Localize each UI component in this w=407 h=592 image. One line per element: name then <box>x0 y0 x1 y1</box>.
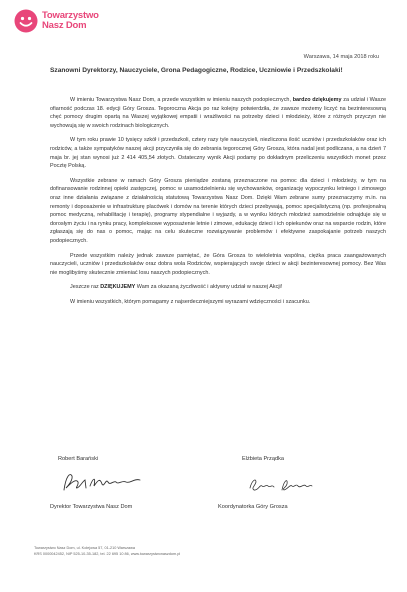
logo-line-2: Nasz Dom <box>42 20 87 31</box>
paragraph-5 <box>50 283 386 292</box>
left-signatory-role: Dyrektor Towarzystwa Nasz Dom <box>50 504 133 510</box>
paragraph-text: Przede wszystkim należy jednak zawsze pamiętać, że Góra Grosza to wieloletnia wspólna, ciężka praca zaangażowanych nauczycieli, uczniów i przedszkolaków oraz dobra wola Rodziców, wspierających swoje dzieci w akcji bezinteresownej pomocy. Bez Was nie moglibyśmy skutecznie zmieniać losu naszych podopiecznych. <box>50 252 386 276</box>
paragraph-bold: DZIĘKUJEMY <box>100 284 136 291</box>
paragraph-text: W imieniu wszystkich, którym pomagamy z najserdeczniejszymi wyrazami wdzięczności i szacunku. <box>70 298 311 305</box>
left-signatory-name: Robert Barański <box>58 456 99 462</box>
footer-line-2: KRS 0000042452, NIP 525-10-35-182, tel. 22 695 10 86, www.towarzystwonaszdom.pl <box>34 552 181 557</box>
paragraph-2 <box>50 136 386 170</box>
logo-line-1: Towarzystwo <box>42 10 99 21</box>
paragraph-text: W imieniu Towarzystwa Nasz Dom, a przede wszystkim w imieniu naszych podopiecznych, <box>70 97 291 103</box>
letter-date: Warszawa, 14 maja 2018 roku <box>303 54 379 60</box>
paragraph-text: Jeszcze raz <box>70 284 99 291</box>
footer-line-1: Towarzystwo Nasz Dom, ul. Kolejowa 57, 01-210 Warszawa <box>34 546 135 550</box>
paragraph-text: W tym roku prawie 10 tysięcy szkół i przedszkoli, cztery razy tyle nauczycieli, niezliczona ilość uczniów i przedszkolaków oraz ich rodziców, a także sympatyków naszej akcji przyczyniła się do zebrania tegorocznej Góry Grosza, która nadal jest podliczana, a na dzień 7 maja br. jej stan wynosi już 2 414 405,54 złotych. Ostateczny wynik Akcji podamy po dokładnym przeliczeniu wszystkich monet przez Pocztę Polską. <box>50 137 386 170</box>
footer <box>34 545 334 557</box>
paragraph-text: Wszystkie zebrane w ramach Góry Grosza pieniądze zostaną przeznaczone na pomoc dla dzieci i młodzieży, w tym na dofinansowanie rodzinnej opieki zastępczej, pomoc w usamodzielnieniu się wychowanków, organizację wypoczynku letniego i zimowego oraz inne działania związane z działalnością statutową Towarzystwa Nasz Dom. Dzięki Wam zebrane sumy przeznaczymy m.in. na remonty i doposażenie w infrastrukturę placówek i domów na terenie których dzieci przebywają, pomoc specjalistyczną (np. profesjonalną pomoc medyczną, rehabilitację i terapię), programy stypendialne i wyjazdy, a w wyniku których młodzież samodzielnie odnajduje się w dorosłym życiu i na rynku pracy, kompleksowe wyposażenie letnie i zimowe, edukację dzieci i ich opiekunów oraz na wsparcie rodzin, które zgłaszają się do nas o pomoc, mając na celu skuteczne rozwiązywanie problemów i efektywne zaspokajanie potrzeb naszych podopiecznych. <box>50 177 386 244</box>
paragraph-text: za udział i Wasze ofiarność podczas 18. edycji Góry Grosza. Tegoroczna Akcja po raz kolejny potwierdziła, że zawsze możemy liczyć na bezinteresowną chęć pomocy drugim opartą na Waszej wyjątkowej empatii i wrażliwości na potrzeby dzieci i młodzieży, które z różnych przyczyn nie wychowują się w swoich rodzinach biologicznych. <box>50 97 386 129</box>
paragraph-3 <box>50 177 386 246</box>
logo-wordmark <box>42 11 99 31</box>
paragraph-text: Wam za okazaną życzliwość i aktywny udział w naszej Akcji! <box>136 284 283 291</box>
paragraph-4 <box>50 252 386 278</box>
right-signatory-name: Elżbieta Prządka <box>242 456 284 462</box>
paragraph-bold: bardzo dziękujemy <box>292 97 342 103</box>
right-signature-graphic <box>246 474 316 496</box>
left-signature-graphic <box>60 468 150 496</box>
addressee: Szanowni Dyrektorzy, Nauczyciele, Grona Pedagogiczne, Rodzice, Uczniowie i Przedszkolaki! <box>50 67 343 74</box>
paragraph-6 <box>50 298 386 307</box>
right-signatory-role: Koordynatorka Góry Grosza <box>218 504 288 510</box>
paragraph-1 <box>50 96 386 130</box>
logo <box>14 9 124 39</box>
letter-body <box>50 96 386 312</box>
smiley-logo-icon <box>14 9 38 33</box>
